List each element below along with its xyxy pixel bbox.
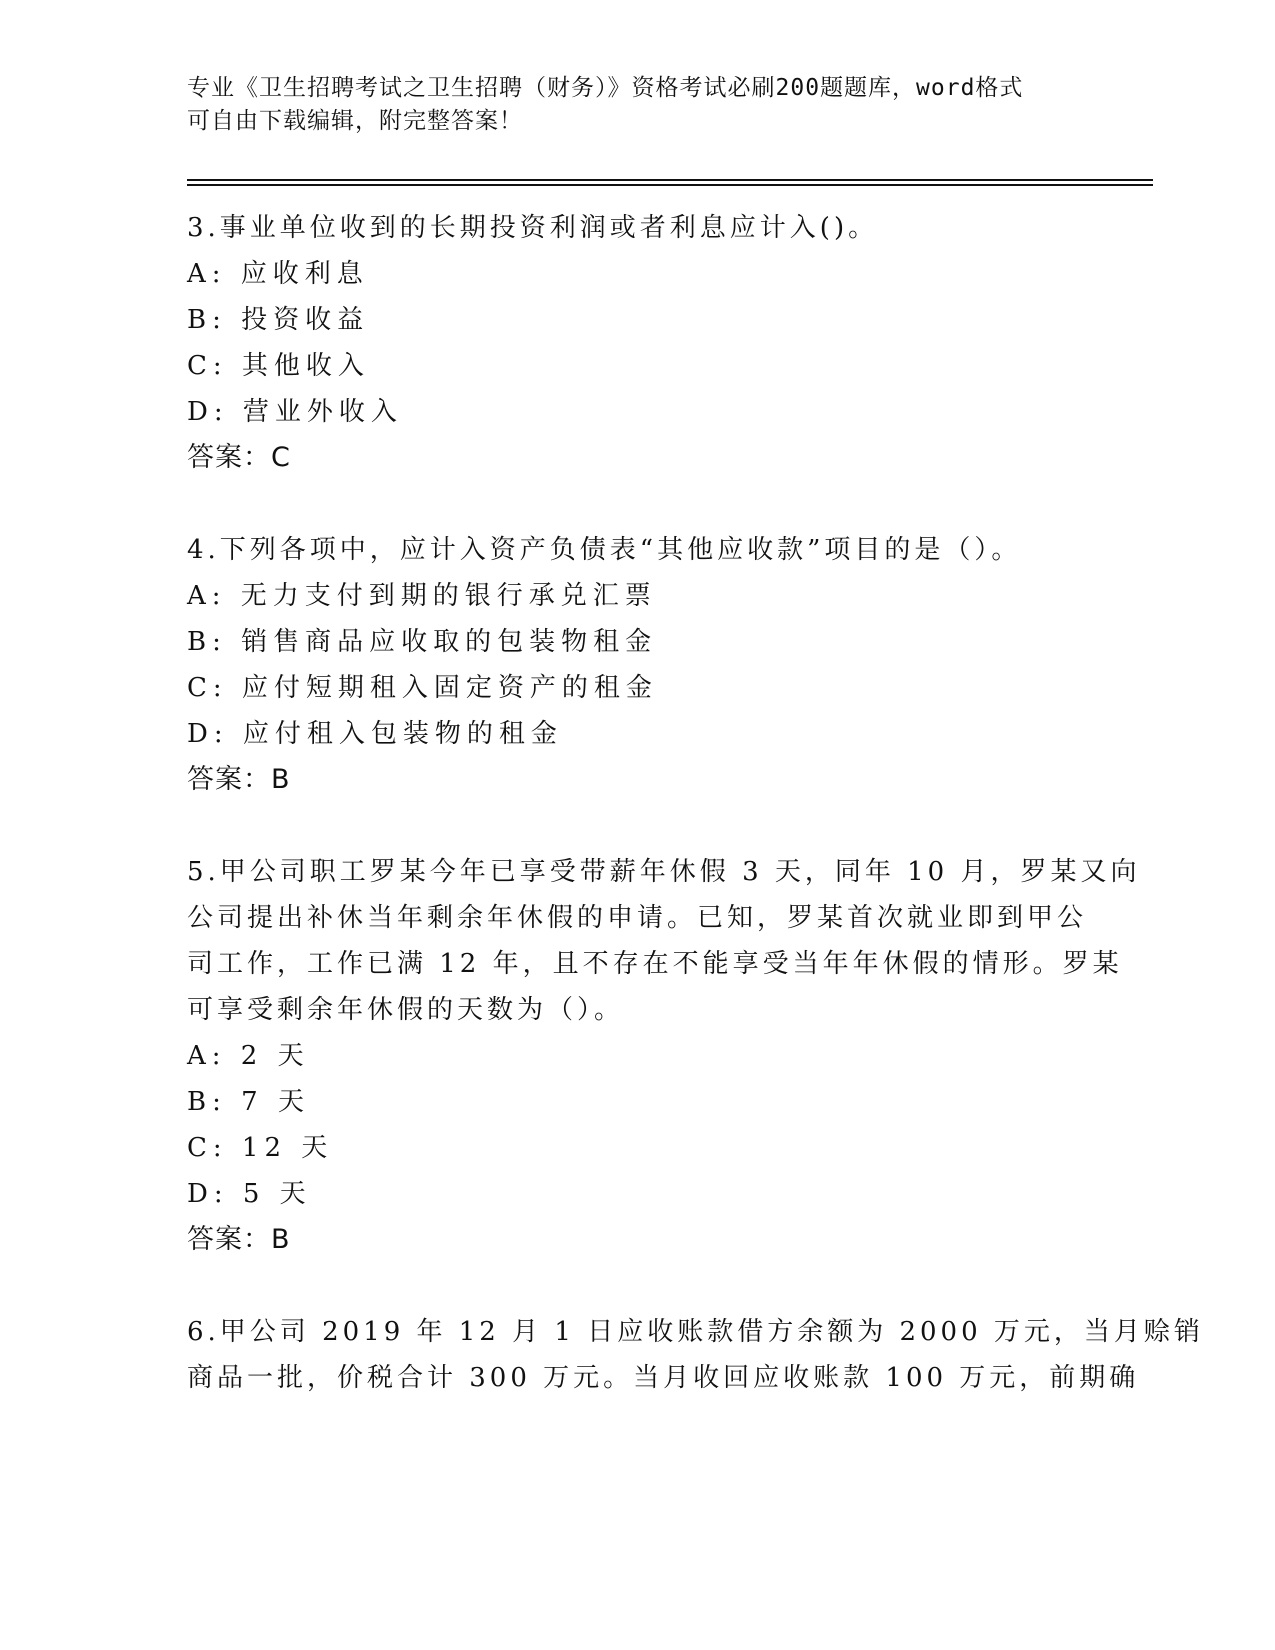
option-c: C: 其他收入 (187, 351, 370, 381)
answer-line: 答案：B (187, 764, 291, 795)
option-a: A: 2 天 (187, 1041, 310, 1071)
option-d: D: 5 天 (187, 1179, 312, 1209)
question-stem-line-2: 公司提出补休当年剩余年休假的申请。已知，罗某首次就业即到甲公 (187, 903, 1088, 933)
question-stem-line-2: 商品一批，价税合计 300 万元。当月收回应收账款 100 万元，前期确 (187, 1363, 1140, 1393)
document-header (187, 72, 1087, 138)
option-d: D: 营业外收入 (187, 397, 403, 427)
question-item (187, 1309, 1204, 1401)
option-c: C: 12 天 (187, 1133, 334, 1163)
header-line-2: 可自由下载编辑，附完整答案！ (187, 108, 523, 134)
option-b: B: 7 天 (187, 1087, 310, 1117)
option-c: C: 应付短期租入固定资产的租金 (187, 673, 658, 703)
question-item (187, 205, 1087, 481)
option-a: A: 无力支付到期的银行承兑汇票 (187, 581, 657, 611)
header-divider-bottom (187, 184, 1153, 186)
option-a: A: 应收利息 (187, 259, 369, 289)
answer-line: 答案：B (187, 1224, 291, 1255)
question-stem-line-1: 6.甲公司 2019 年 12 月 1 日应收账款借方余额为 2000 万元，当月赊销 (187, 1317, 1204, 1347)
question-list (187, 205, 1204, 1447)
header-line-1: 专业《卫生招聘考试之卫生招聘（财务）》资格考试必刷200题题库，word格式 (187, 75, 1024, 101)
header-divider-top (187, 179, 1153, 181)
question-stem: 4.下列各项中，应计入资产负债表“其他应收款”项目的是（）。 (187, 535, 1022, 565)
question-stem-line-3: 司工作，工作已满 12 年，且不存在不能享受当年年休假的情形。罗某 (187, 949, 1123, 979)
option-d: D: 应付租入包装物的租金 (187, 719, 563, 749)
question-stem-line-4: 可享受剩余年休假的天数为（）。 (187, 995, 625, 1025)
option-b: B: 投资收益 (187, 305, 370, 335)
question-item (187, 849, 1141, 1263)
question-item (187, 527, 1087, 803)
question-stem-line-1: 5.甲公司职工罗某今年已享受带薪年休假 3 天，同年 10 月，罗某又向 (187, 857, 1141, 887)
option-b: B: 销售商品应收取的包装物租金 (187, 627, 658, 657)
answer-line: 答案：C (187, 442, 291, 473)
question-stem: 3.事业单位收到的长期投资利润或者利息应计入()。 (187, 213, 879, 243)
